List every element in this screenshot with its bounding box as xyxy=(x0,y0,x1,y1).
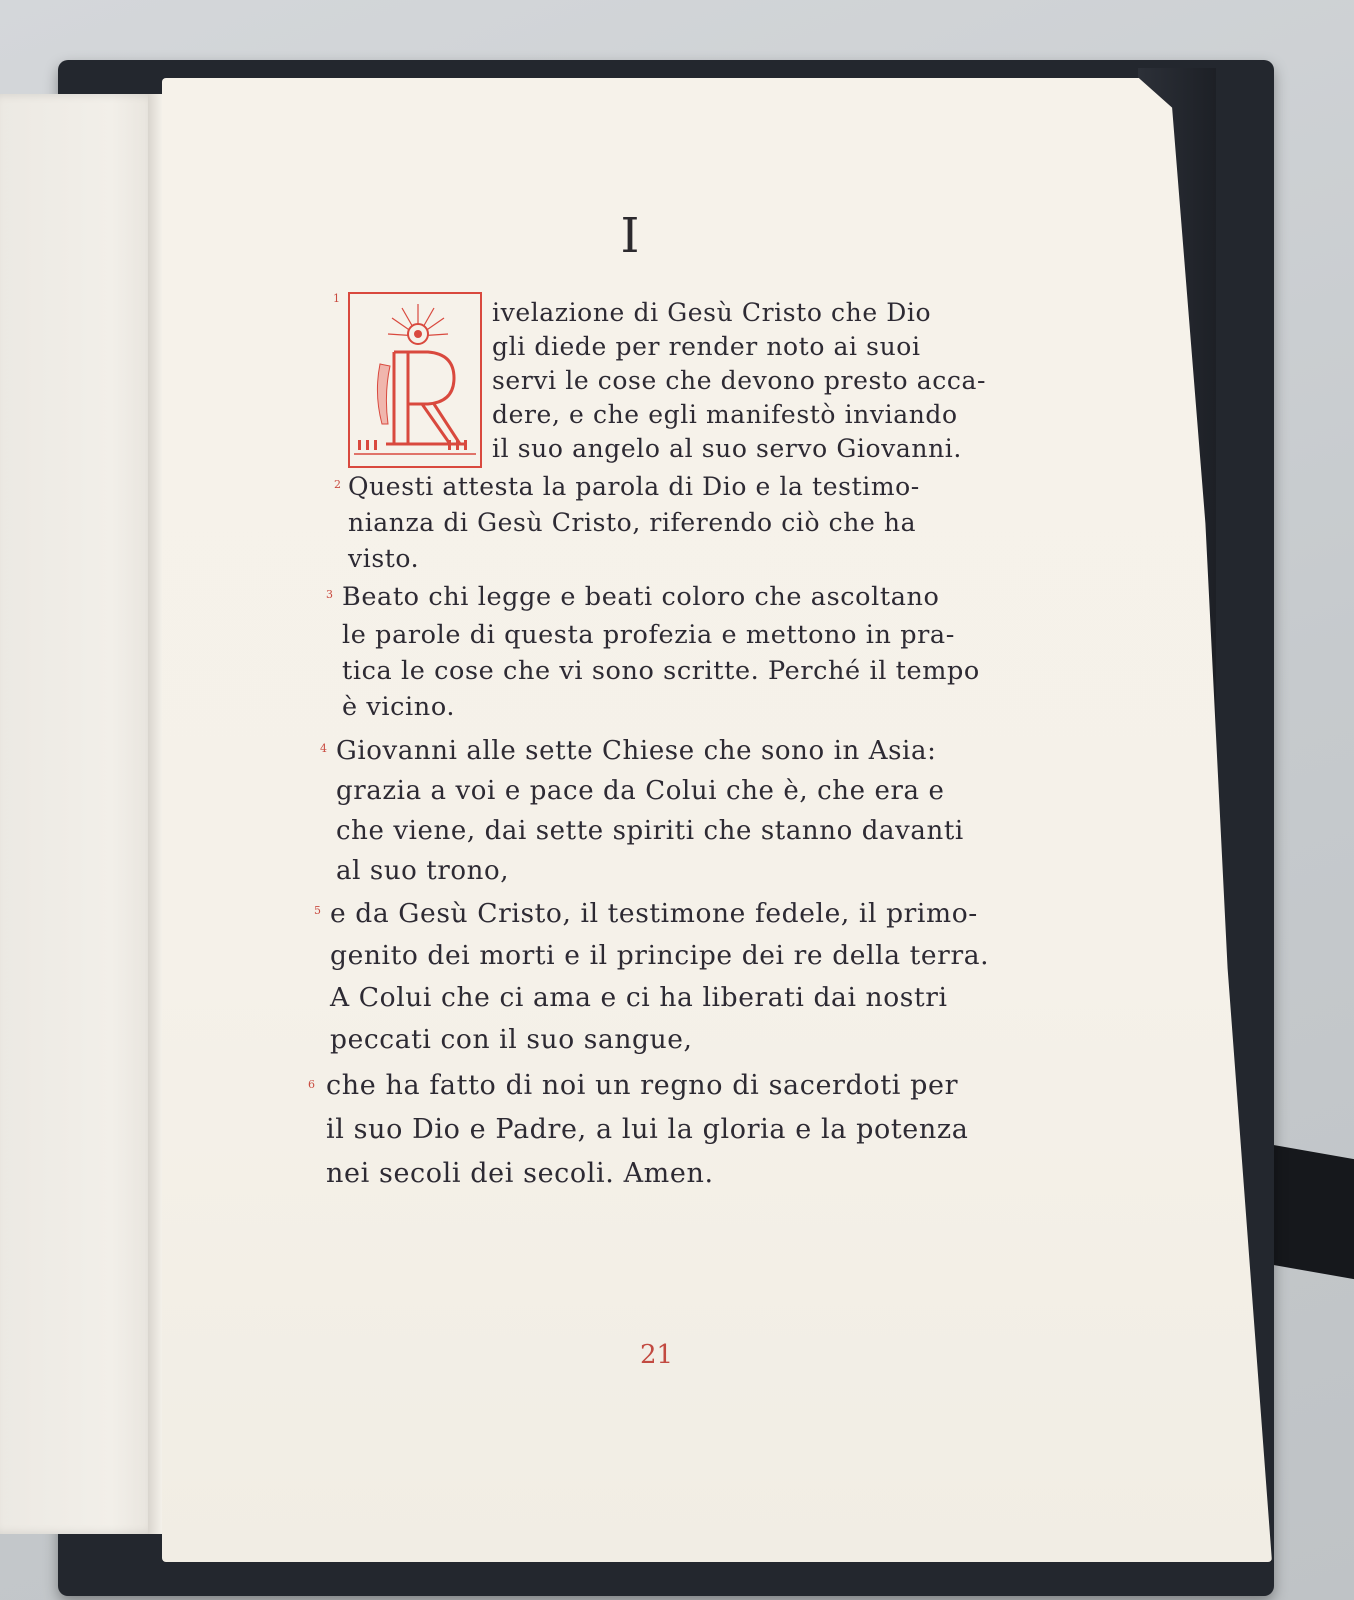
verse-line: genito dei morti e il principe dei re della terra. xyxy=(330,940,990,971)
verse-line: al suo trono, xyxy=(336,856,510,886)
verse-number: 6 xyxy=(308,1078,315,1091)
verse-line: che viene, dai sette spiriti che stanno davanti xyxy=(336,816,964,846)
chapter-title: I xyxy=(620,208,640,264)
verse-line: Beato chi legge e beati coloro che ascoltano xyxy=(342,582,940,612)
verse-line: il suo Dio e Padre, a lui la gloria e la potenza xyxy=(326,1114,969,1145)
verse-line: il suo angelo al suo servo Giovanni. xyxy=(492,434,962,463)
verse-number: 4 xyxy=(320,742,327,755)
verse-line: peccati con il suo sangue, xyxy=(330,1024,693,1055)
verse-line: grazia a voi e pace da Colui che è, che era e xyxy=(336,776,945,806)
verse-line: gli diede per render noto ai suoi xyxy=(492,332,921,361)
verse-line: tica le cose che vi sono scritte. Perché il tempo xyxy=(342,656,980,686)
verse-line: visto. xyxy=(348,544,420,573)
verse-line: servi le cose che devono presto acca- xyxy=(492,366,987,395)
verse-line: Giovanni alle sette Chiese che sono in Asia: xyxy=(336,736,937,766)
verse-number: 5 xyxy=(314,904,321,917)
illuminated-initial-r-icon xyxy=(350,294,480,466)
verse-number: 1 xyxy=(333,292,340,305)
verse-line: dere, e che egli manifestò inviando xyxy=(492,400,958,429)
verse-line: che ha fatto di noi un regno di sacerdoti per xyxy=(326,1070,959,1101)
verse-line: e da Gesù Cristo, il testimone fedele, il primo- xyxy=(330,898,978,929)
verse-line: nei secoli dei secoli. Amen. xyxy=(326,1158,714,1189)
illuminated-initial-r xyxy=(348,292,482,468)
verse-line: A Colui che ci ama e ci ha liberati dai nostri xyxy=(330,982,948,1013)
verse-line: ivelazione di Gesù Cristo che Dio xyxy=(492,298,932,327)
verse-line: Questi attesta la parola di Dio e la testimo- xyxy=(348,472,920,501)
verse-line: le parole di questa profezia e mettono in pra- xyxy=(342,620,955,650)
verse-line: nianza di Gesù Cristo, riferendo ciò che ha xyxy=(348,508,917,537)
verse-number: 2 xyxy=(334,478,341,491)
page-number: 21 xyxy=(640,1340,674,1370)
verse-number: 3 xyxy=(326,588,333,601)
verse-line: è vicino. xyxy=(342,692,456,722)
